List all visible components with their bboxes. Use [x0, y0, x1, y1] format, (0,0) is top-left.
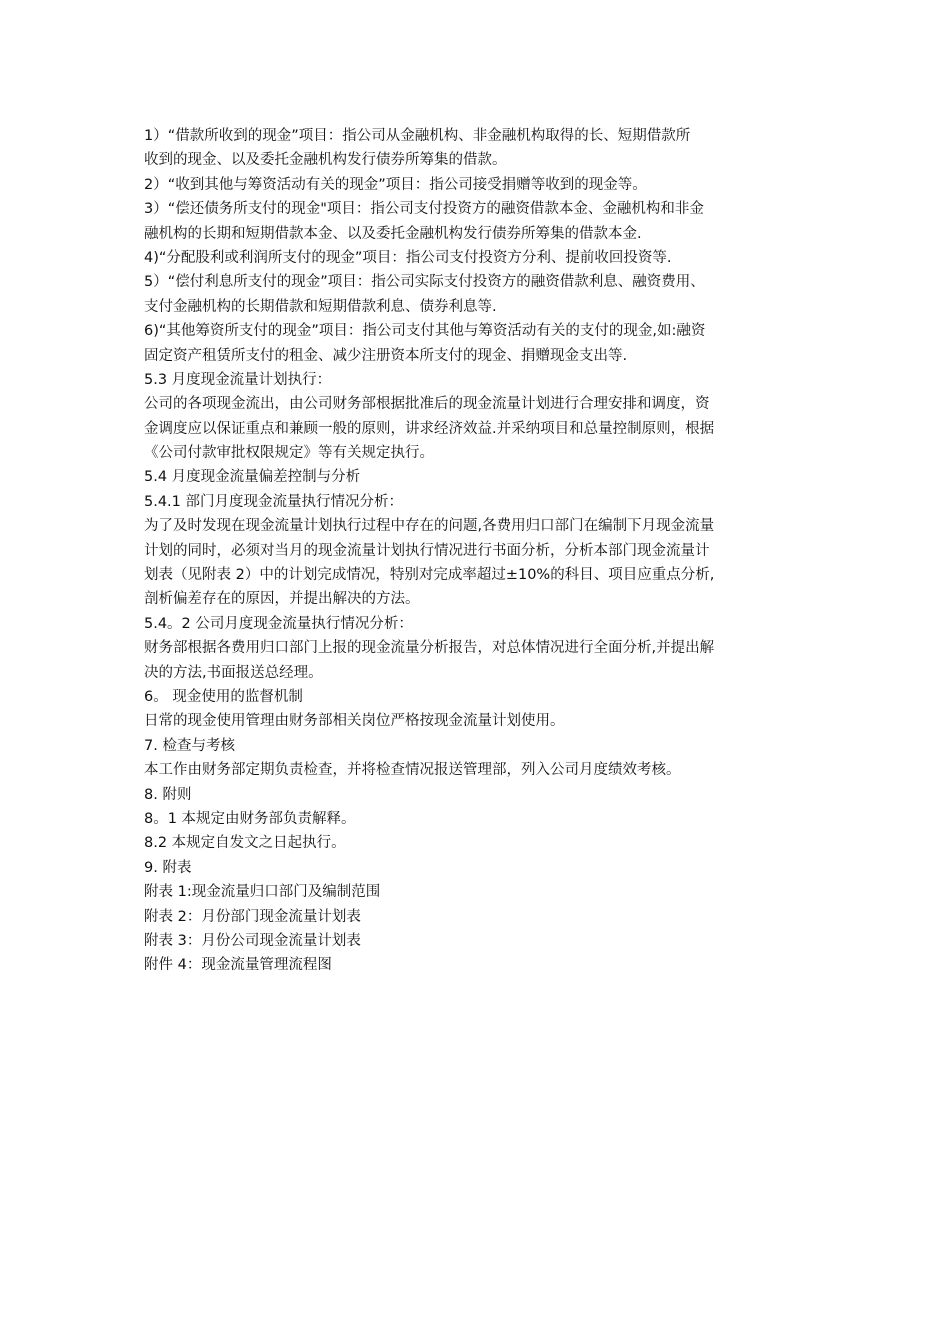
section-heading: 6。 现金使用的监督机制 [144, 688, 303, 705]
text-line: 财务部根据各费用归口部门上报的现金流量分析报告，对总体情况进行全面分析,并提出解 [144, 640, 715, 657]
subsection-heading: 5.4。2 公司月度现金流量执行情况分析： [144, 615, 413, 632]
text-line: 为了及时发现在现金流量计划执行过程中存在的问题,各费用归口部门在编制下月现金流量 [144, 518, 715, 535]
text-line: 8.2 本规定自发文之日起执行。 [144, 835, 346, 852]
section-heading: 5.4 月度现金流量偏差控制与分析 [144, 469, 361, 486]
text-line: 5）“偿付利息所支付的现金”项目：指公司实际支付投资方的融资借款利息、融资费用、 [144, 274, 705, 291]
text-line: 2）“收到其他与筹资活动有关的现金”项目：指公司接受捐赠等收到的现金等。 [144, 176, 647, 193]
text-line: 1）“借款所收到的现金”项目：指公司从金融机构、非金融机构取得的长、短期借款所 [144, 128, 691, 144]
appendix-item: 附件 4：现金流量管理流程图 [144, 957, 332, 974]
text-line: 6)“其他筹资所支付的现金”项目：指公司支付其他与筹资活动有关的支付的现金,如:融资 [144, 323, 706, 340]
text-line: 本工作由财务部定期负责检查，并将检查情况报送管理部，列入公司月度绩效考核。 [144, 762, 681, 779]
text-line: 支付金融机构的长期借款和短期借款利息、债券利息等. [144, 298, 497, 315]
text-line: 4)“分配股利或利润所支付的现金”项目：指公司支付投资方分利、提前收回投资等. [144, 249, 672, 266]
appendix-item: 附表 3：月份公司现金流量计划表 [144, 932, 361, 949]
text-line: 金调度应以保证重点和兼顾一般的原则，讲求经济效益.并采纳项目和总量控制原则，根据 [144, 420, 715, 437]
text-line: 公司的各项现金流出，由公司财务部根据批准后的现金流量计划进行合理安排和调度，资 [144, 396, 710, 413]
section-heading: 8. 附则 [144, 786, 192, 803]
subsection-heading: 5.4.1 部门月度现金流量执行情况分析： [144, 493, 404, 510]
section-heading: 9. 附表 [144, 859, 192, 876]
text-line: 收到的现金、以及委托金融机构发行债券所筹集的借款。 [144, 152, 507, 169]
text-line: 日常的现金使用管理由财务部相关岗位严格按现金流量计划使用。 [144, 713, 565, 730]
document-body [144, 124, 824, 978]
text-line: 《公司付款审批权限规定》等有关规定执行。 [144, 445, 434, 462]
text-line: 融机构的长期和短期借款本金、以及委托金融机构发行债券所筹集的借款本金. [144, 225, 642, 242]
section-heading: 5.3 月度现金流量计划执行： [144, 371, 332, 388]
text-line: 8。1 本规定由财务部负责解释。 [144, 810, 356, 827]
appendix-item: 附表 2：月份部门现金流量计划表 [144, 908, 361, 925]
text-line: 剖析偏差存在的原因，并提出解决的方法。 [144, 591, 420, 608]
text-line: 划表（见附表 2）中的计划完成情况，特别对完成率超过±10%的科目、项目应重点分析, [144, 567, 715, 584]
text-line: 决的方法,书面报送总经理。 [144, 664, 323, 681]
section-heading: 7. 检查与考核 [144, 737, 235, 754]
appendix-item: 附表 1:现金流量归口部门及编制范围 [144, 884, 381, 901]
text-line: 计划的同时，必须对当月的现金流量计划执行情况进行书面分析，分析本部门现金流量计 [144, 542, 710, 559]
text-line: 3）“偿还债务所支付的现金"项目：指公司支付投资方的融资借款本金、金融机构和非金 [144, 201, 704, 218]
text-line: 固定资产租赁所支付的租金、减少注册资本所支付的现金、捐赠现金支出等. [144, 347, 628, 364]
